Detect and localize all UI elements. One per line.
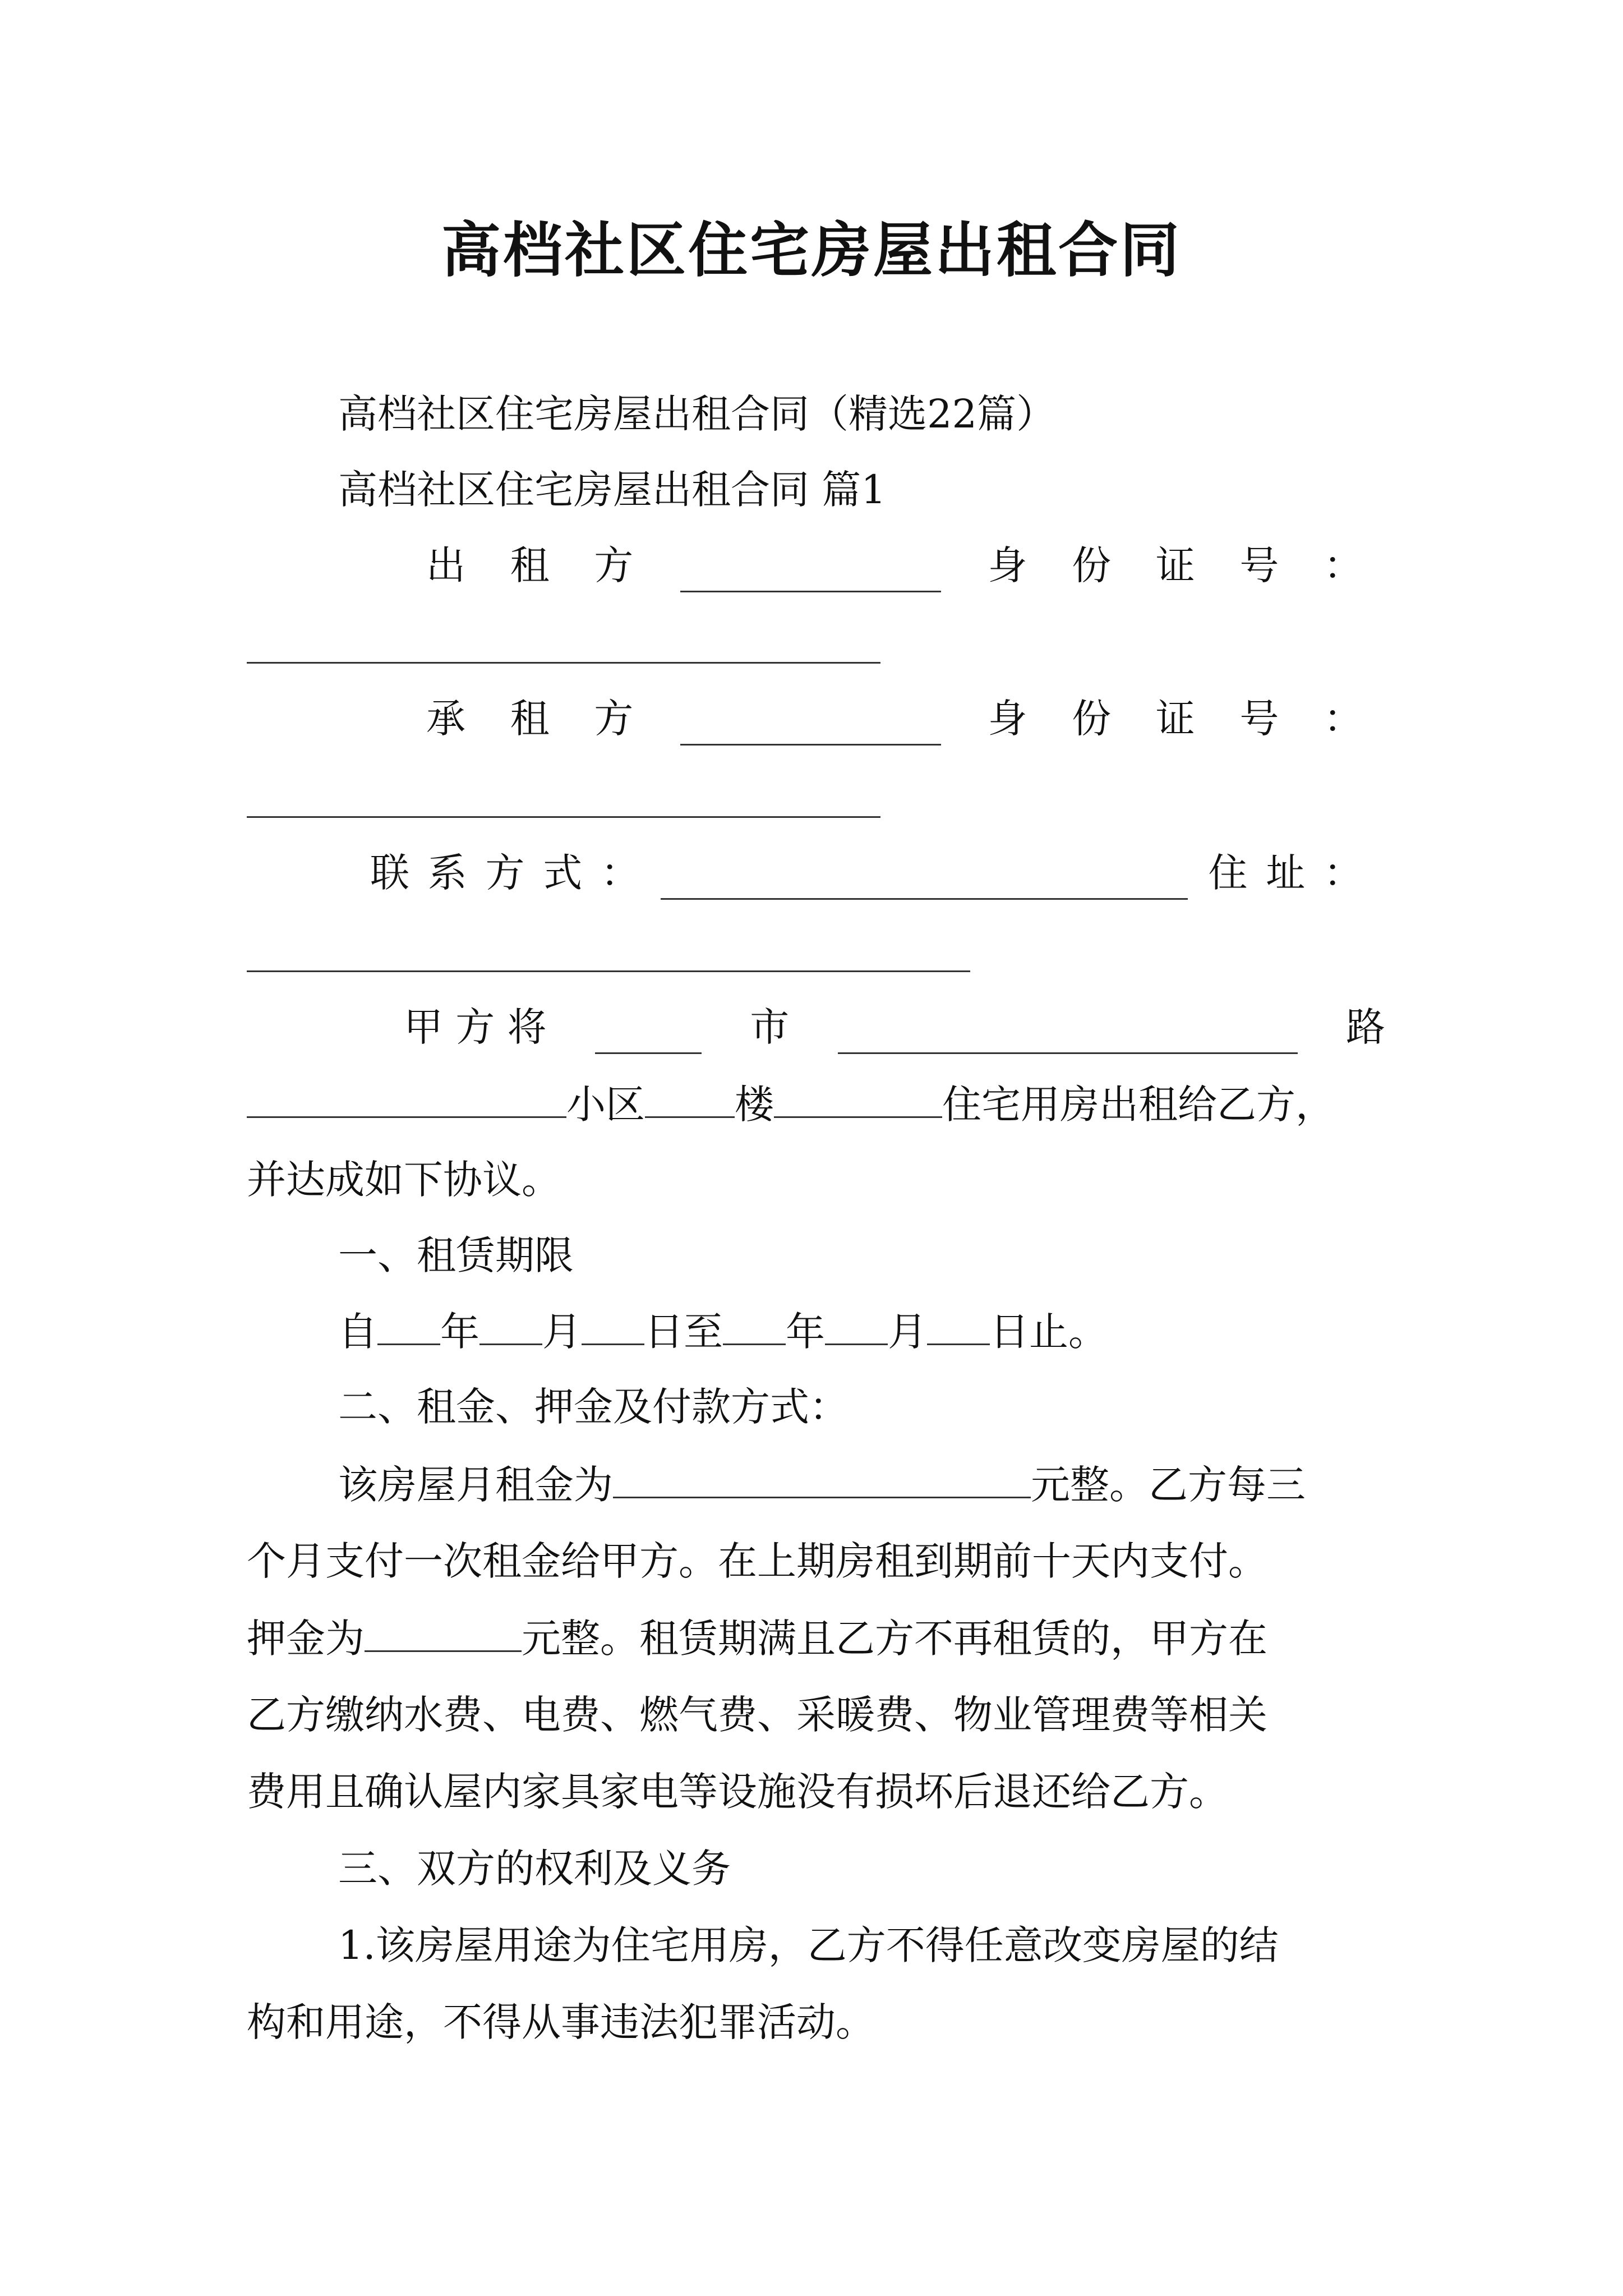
- rent-line-1: [338, 1457, 1385, 1512]
- end-year-blank[interactable]: [723, 1304, 786, 1345]
- end-month-blank[interactable]: [825, 1304, 888, 1345]
- rent-line-3: [247, 1611, 1385, 1665]
- id-label-char: 号: [1239, 696, 1279, 742]
- contact-label-char: 联: [370, 850, 409, 896]
- contact-label-char: 式: [543, 850, 583, 896]
- lease-period-line: [338, 1304, 1385, 1359]
- text-year: 年: [440, 1309, 479, 1355]
- lessee-label-char: 方: [594, 696, 634, 742]
- id-label-char: 身: [988, 696, 1027, 742]
- start-year-blank[interactable]: [377, 1304, 440, 1345]
- text-from: 自: [338, 1309, 377, 1355]
- premises-line-1: [404, 1000, 1385, 1054]
- city-blank[interactable]: [595, 1013, 702, 1054]
- lessee-label-char: 承: [426, 696, 465, 742]
- deposit-prefix: 押金为: [247, 1616, 365, 1662]
- rent-line-5: 费用且确认屋内家具家电等设施没有损坏后退还给乙方。: [247, 1769, 1228, 1815]
- lessor-label-char: 租: [510, 542, 550, 588]
- rent-prefix: 该房屋月租金为: [338, 1462, 613, 1508]
- rent-line-4: 乙方缴纳水费、电费、燃气费、采暖费、物业管理费等相关: [247, 1692, 1267, 1738]
- address-blank[interactable]: [247, 970, 970, 972]
- contact-line: [370, 846, 1363, 900]
- lessor-name-blank[interactable]: [680, 551, 941, 592]
- id-label-char: 份: [1072, 696, 1112, 742]
- section-heading-rights: 三、双方的权利及义务: [338, 1846, 731, 1892]
- lessor-label-char: 方: [594, 542, 634, 588]
- text-day-end: 日止。: [990, 1309, 1108, 1355]
- contact-label-char: 系: [427, 850, 467, 896]
- document-title: 高档社区住宅房屋出租合同: [441, 215, 1182, 285]
- text-day-to: 日至: [644, 1309, 723, 1355]
- lessee-label-char: 租: [510, 696, 550, 742]
- id-label-char: 证: [1155, 542, 1195, 588]
- premises-lead: 甲 方 将: [404, 1004, 547, 1050]
- premises-line-2: [247, 1077, 1385, 1131]
- premises-tail: 住宅用房出租给乙方，: [942, 1082, 1335, 1128]
- road-label: 路: [1345, 1004, 1385, 1050]
- rights-item-1-line-2: 构和用途，不得从事违法犯罪活动。: [247, 1999, 875, 2045]
- city-label: 市: [750, 1004, 790, 1050]
- building-label: 楼: [735, 1082, 774, 1128]
- rent-suffix: 元整。乙方每三: [1031, 1462, 1306, 1508]
- text-year: 年: [786, 1309, 825, 1355]
- lessor-line: [426, 539, 1363, 592]
- id-label-char: ：: [1324, 696, 1363, 742]
- deposit-suffix: 元整。租赁期满且乙方不再租赁的，甲方在: [522, 1616, 1267, 1662]
- start-month-blank[interactable]: [479, 1304, 542, 1345]
- address-label-char: 址: [1266, 850, 1306, 896]
- section-heading-term: 一、租赁期限: [338, 1232, 574, 1278]
- deposit-amount-blank[interactable]: [365, 1611, 522, 1652]
- contact-label-char: 方: [485, 850, 525, 896]
- lessee-id-blank[interactable]: [247, 816, 880, 818]
- text-month: 月: [542, 1309, 582, 1355]
- contact-blank[interactable]: [661, 859, 1188, 900]
- address-label-char: ：: [1324, 850, 1363, 896]
- lessor-id-blank[interactable]: [247, 662, 880, 664]
- rent-line-2: 个月支付一次租金给甲方。在上期房租到期前十天内支付。: [247, 1538, 1267, 1584]
- community-label: 小区: [566, 1082, 645, 1128]
- road-blank[interactable]: [838, 1013, 1298, 1054]
- building-blank[interactable]: [645, 1077, 735, 1118]
- address-label-char: 住: [1208, 850, 1248, 896]
- community-blank[interactable]: [247, 1077, 566, 1118]
- section-heading-rent: 二、租金、押金及付款方式：: [338, 1384, 849, 1430]
- id-label-char: 身: [988, 542, 1027, 588]
- unit-blank[interactable]: [774, 1077, 942, 1118]
- premises-line-3: 并达成如下协议。: [247, 1157, 561, 1203]
- id-label-char: ：: [1324, 542, 1363, 588]
- lessee-name-blank[interactable]: [680, 705, 941, 746]
- contact-label-char: ：: [601, 850, 640, 896]
- lessor-label-char: 出: [426, 542, 465, 588]
- chapter-heading: 高档社区住宅房屋出租合同 篇1: [338, 467, 886, 513]
- subtitle: 高档社区住宅房屋出租合同（精选22篇）: [338, 391, 1056, 437]
- rights-item-1-line-1: 1.该房屋用途为住宅用房，乙方不得任意改变房屋的结: [338, 1922, 1279, 1968]
- id-label-char: 证: [1155, 696, 1195, 742]
- lessee-line: [426, 692, 1363, 746]
- id-label-char: 份: [1072, 542, 1112, 588]
- id-label-char: 号: [1239, 542, 1279, 588]
- rent-amount-blank[interactable]: [613, 1457, 1031, 1498]
- end-day-blank[interactable]: [927, 1304, 990, 1345]
- start-day-blank[interactable]: [582, 1304, 644, 1345]
- text-month: 月: [888, 1309, 927, 1355]
